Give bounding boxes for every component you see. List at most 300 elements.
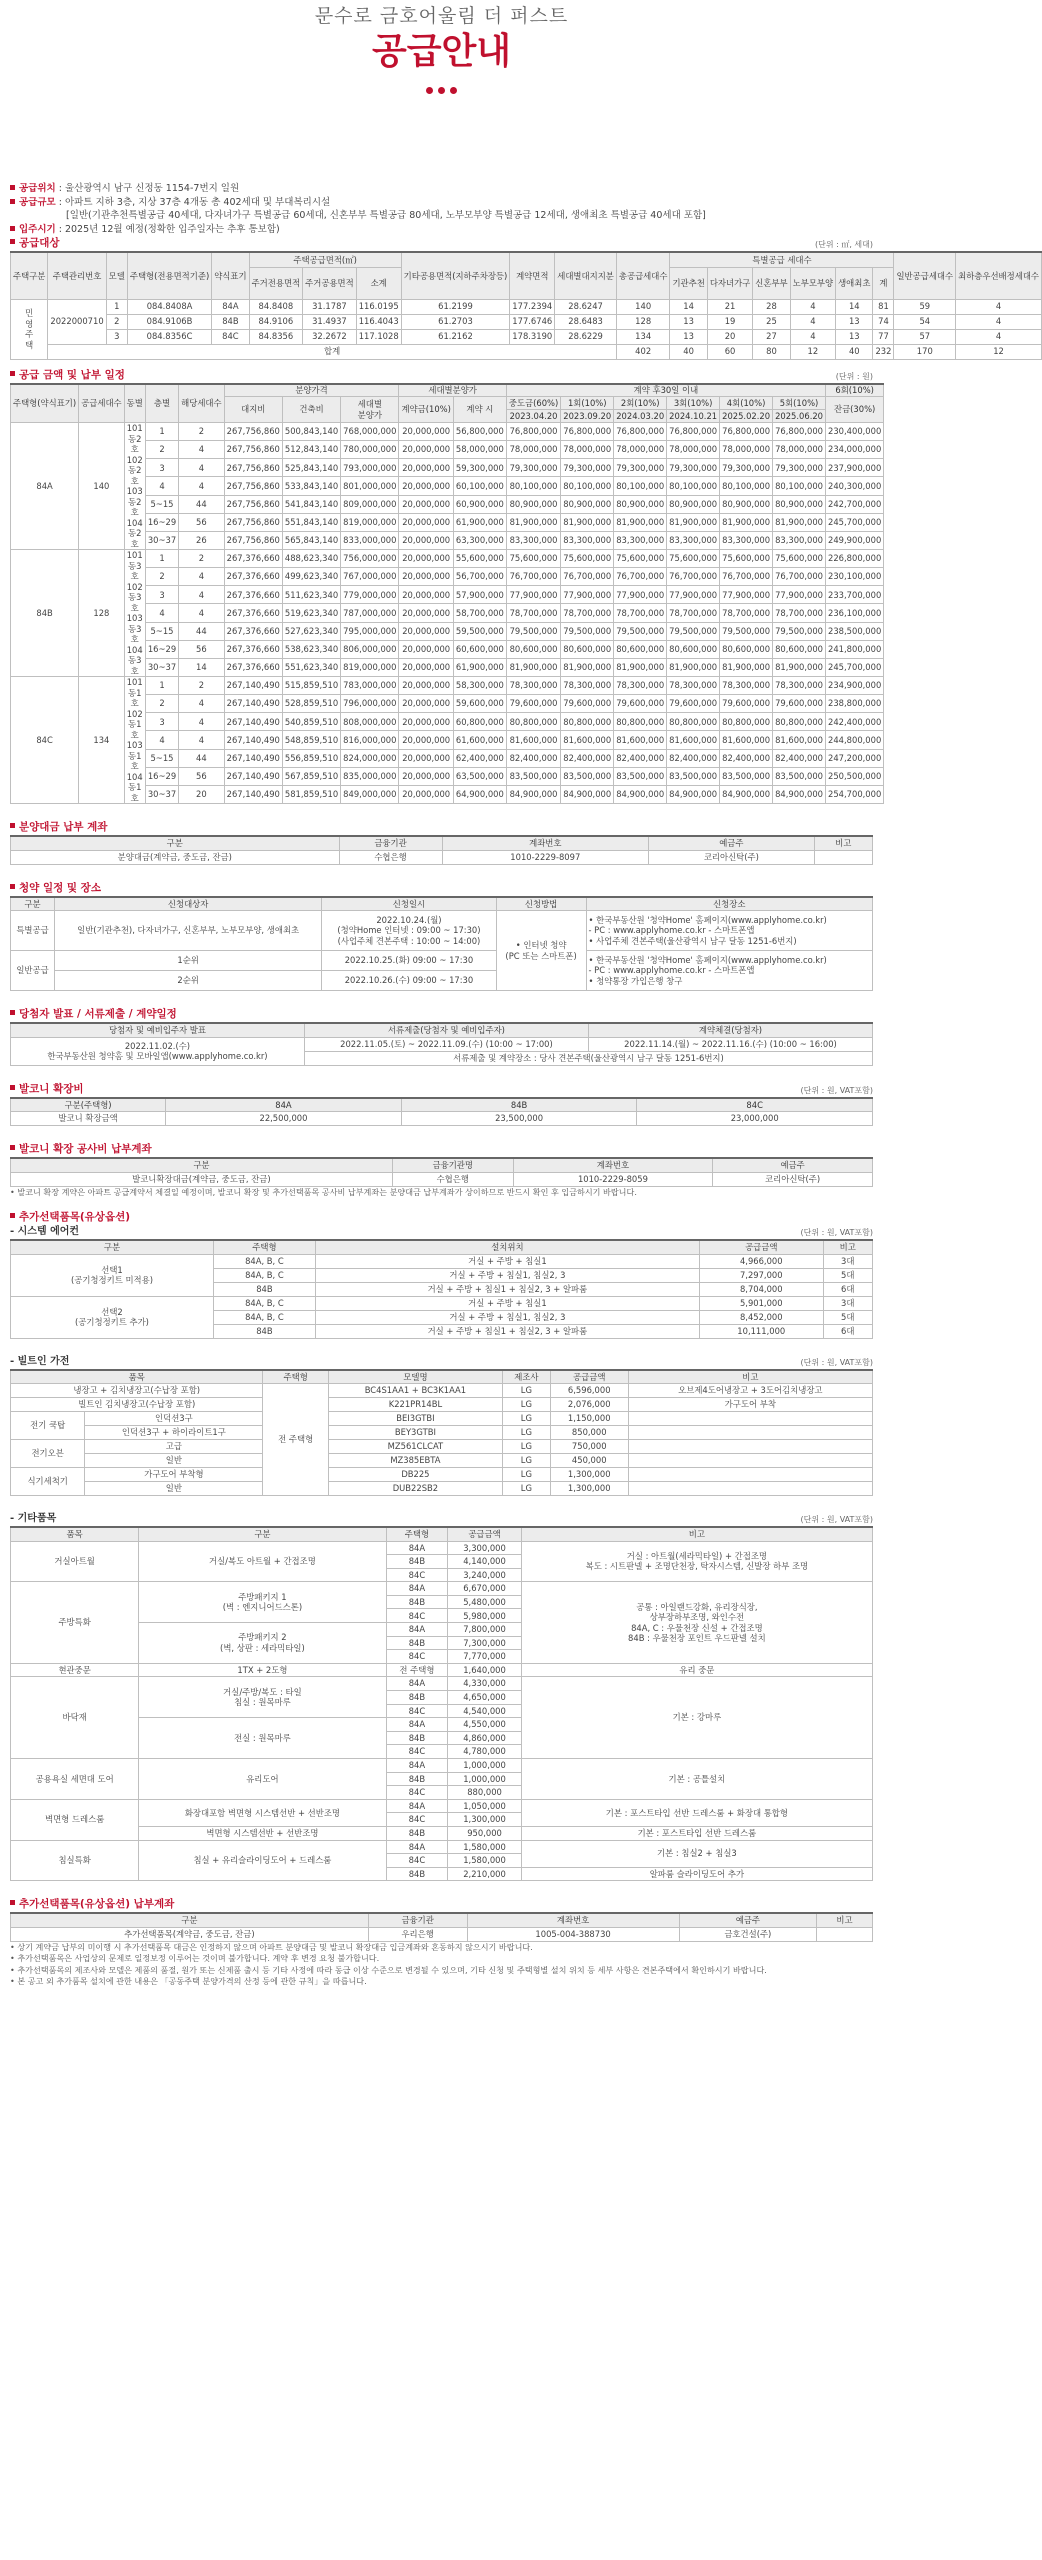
table-cell: 780,000,000	[341, 441, 399, 459]
table-cell: 거실 + 주방 + 침실1	[315, 1296, 699, 1310]
decorative-dots	[10, 87, 873, 94]
table-cell: 20,000,000	[399, 477, 453, 495]
table-cell: 267,140,490	[224, 731, 282, 749]
table-cell: 60,100,000	[453, 477, 506, 495]
table-cell: 76,800,000	[506, 423, 560, 441]
table-cell: 79,500,000	[667, 622, 720, 640]
table-cell: 61,900,000	[453, 513, 506, 531]
table-cell: 31.1787	[303, 299, 357, 314]
table-cell: 81,900,000	[614, 658, 667, 676]
table-cell: 267,756,860	[224, 495, 282, 513]
unit-label: (단위 : 원, VAT포함)	[800, 1515, 873, 1524]
intro-key: 입주시기	[19, 223, 56, 235]
table-cell: 83,500,000	[667, 767, 720, 785]
table-cell: 83,500,000	[506, 767, 560, 785]
table-cell: 84B	[386, 1636, 448, 1650]
builtin-appliance-table: 품목 주택형 모델명 제조사 공급금액 비고 냉장고 + 김치냉장고(수납장 포함) 전 주택형 BC4S1AA1 + BC3K1AA1 LG 6,596,000 오브제4도어냉장고 + 3도어김치냉장고 빌트인 김치냉장고(수납장 포함) K221PR14BL LG 2,076,000 가구도어 부착 전기 쿡탑 인덕션3구 BEI3GTBI LG 1,150,000 인덕션3구 + 하이라이트1구 BEY3GTBI LG 850,000 전기오븐 고급 MZ561CLCAT LG 750,000 일반 MZ385EBTA LG 450,000 식기세척기 가구도어 부착형 DB225 LG 1,300,000 일반 DUB22SB2 LG 1,300,000	[10, 1369, 873, 1497]
table-cell: 1	[106, 299, 127, 314]
table-cell: 551,623,340	[282, 658, 340, 676]
table-cell: 84.8356	[249, 329, 303, 344]
table-cell: 767,000,000	[341, 568, 399, 586]
table-cell: 81,900,000	[614, 513, 667, 531]
table-cell	[628, 1454, 872, 1468]
table-cell: 4,540,000	[448, 1704, 521, 1718]
table-row	[11, 1482, 873, 1496]
table-cell: 12	[956, 344, 1042, 359]
table-cell: 83,500,000	[773, 767, 826, 785]
table-cell: 1,640,000	[448, 1663, 521, 1677]
table-cell: 084.9106B	[127, 314, 211, 329]
table-cell: 84C	[386, 1704, 448, 1718]
table-cell: 247,200,000	[826, 749, 884, 767]
table-cell: 80,600,000	[561, 640, 614, 658]
table-cell: 234,000,000	[826, 441, 884, 459]
section-title-supply-target: 공급대상	[10, 236, 60, 251]
table-cell: 13	[836, 329, 873, 344]
table-cell: 4	[179, 568, 224, 586]
table-cell: 가구도어 부착형	[85, 1468, 263, 1482]
table-cell: 28	[753, 299, 790, 314]
table-cell: 40	[836, 344, 873, 359]
table-cell: 20,000,000	[399, 586, 453, 604]
table-cell: 14	[670, 299, 707, 314]
unit-label: (단위 : 원, VAT포함)	[800, 1357, 873, 1367]
table-cell: 267,376,660	[224, 586, 282, 604]
table-cell: 79,500,000	[720, 622, 773, 640]
table-cell: 5,901,000	[700, 1296, 824, 1310]
other-options-table: 품목 구분 주택형 공급금액 비고 거실아트월 거실/복도 아트월 + 간접조명 84A 3,300,000 거실 : 아트월(세라믹타일) + 간접조명 복도 : 시트판넬 + 조명단천장, 탁자시스템, 신발장 하부 조명 84B 4,140,000 84C 3,240,000 주방특화 주방패키지 1 (벽 : 엔지니어드스톤) 84A 6,670,000 공통 : 아일랜드강화, 유리장식장, 상부장하부조명, 와인수전 84A, C : 우물천장 신설 + 간접조명 84B : 우물천장 포인트 우드판넬 설치 84B 5,480,000 84C 5,980,000 주방패키지 2 (벽, 상판 : 세라믹타일) 84A 7,800,000 84B 7,300,000 84C 7,770,000 현관중문 1TX + 2도형 전 주택형 1,640,000 유리 중문 바닥재 거실/주방/복도 : 타일 침실 : 원목마루 84A 4,330,000 기본 : 강마루 84B 4,650,000 84C 4,540,000 전실 : 원목마루 84A 4,550,000 84B 4,860,000 84C 4,780,000 공용욕실 세면대 도어 유리도어 84A 1,000,000 기본 : 공틀설치 84B 1,000,000 84C 880,000 벽면형 드레스룸 화장대포함 벽면형 시스템선반 + 선반조명 84A 1,050,000 기본 : 포스트타입 선반 드레스룸 + 화장대 통합형 84C 1,300,000 벽면형 시스템선반 + 선반조명 84B 950,000 기본 : 포스트타입 선반 드레스룸 침실특화 침실 + 유리슬라이딩도어 + 드레스룸 84A 1,580,000 기본 : 침실2 + 침실3 84C 1,580,000 84B 2,210,000 알파룸 슬라이딩도어 추가	[10, 1526, 873, 1881]
table-cell: 78,300,000	[506, 677, 560, 695]
table-cell: 81,900,000	[561, 658, 614, 676]
table-cell: 60,900,000	[453, 495, 506, 513]
table-cell: 80,900,000	[561, 495, 614, 513]
table-cell	[628, 1482, 872, 1496]
table-cell: 525,843,140	[282, 459, 340, 477]
table-cell: 54	[894, 314, 956, 329]
table-cell: 20,000,000	[399, 713, 453, 731]
table-cell: 현관중문	[11, 1663, 139, 1677]
table-row	[11, 1468, 873, 1482]
table-cell: 541,843,140	[282, 495, 340, 513]
table-cell: 81,600,000	[614, 731, 667, 749]
table-cell: 거실 : 아트월(세라믹타일) + 간접조명 복도 : 시트판넬 + 조명단천장, 탁자시스템, 신발장 하부 조명	[521, 1541, 872, 1582]
table-cell: 267,376,660	[224, 568, 282, 586]
table-cell: 합계	[48, 344, 617, 359]
table-cell: 84B	[214, 1324, 316, 1338]
table-row	[11, 329, 1042, 344]
table-cell: 76,800,000	[667, 423, 720, 441]
table-cell: 230,400,000	[826, 423, 884, 441]
table-cell: 20,000,000	[399, 513, 453, 531]
section-title-payment-account: 분양대금 납부 계좌	[10, 820, 873, 835]
table-cell: 화장대포함 벽면형 시스템선반 + 선반조명	[139, 1799, 386, 1826]
table-cell: 민 영 주 택	[11, 299, 48, 359]
table-cell: 240,300,000	[826, 477, 884, 495]
table-cell: 4,780,000	[448, 1745, 521, 1759]
table-cell: 1,050,000	[448, 1799, 521, 1813]
table-cell: 인덕션3구	[85, 1412, 263, 1426]
table-cell: 63,300,000	[453, 531, 506, 549]
table-cell: 80,100,000	[561, 477, 614, 495]
table-cell: 59,500,000	[453, 622, 506, 640]
table-cell: 12	[790, 344, 835, 359]
table-cell: 134	[616, 329, 670, 344]
table-cell: 78,300,000	[561, 677, 614, 695]
table-cell: 78,000,000	[773, 441, 826, 459]
intro-key: 공급위치	[19, 183, 56, 194]
table-cell: 101동3호 102동3호 103동3호 104동3호	[124, 550, 145, 677]
winner-contract-table: 당첨자 및 예비입주자 발표 서류제출(당첨자 및 예비입주자) 계약체결(당첨자) 2022.11.02.(수) 한국부동산원 청약홈 및 모바일앱(www.applyhome.co.kr) 2022.11.05.(토) ~ 2022.11.09.(수) (10:00 ~ 17:00) 2022.11.14.(월) ~ 2022.11.16.(수) (10:00 ~ 16:00) 서류제출 및 계약장소 : 당사 견본주택(울산광역시 남구 달동 1251-6번지)	[10, 1022, 873, 1066]
table-cell: 84A	[11, 423, 79, 550]
table-cell: 2022000710	[48, 299, 106, 344]
table-cell: 거실 + 주방 + 침실1	[315, 1254, 699, 1268]
option-account-table: 구분 금융기관 계좌번호 예금주 비고 추가선택품목(계약금, 중도금, 잔금) 우리은행 1005-004-388730 금호건설(주)	[10, 1912, 873, 1942]
table-cell: 59	[894, 299, 956, 314]
table-cell: 59,300,000	[453, 459, 506, 477]
table-cell: 249,900,000	[826, 531, 884, 549]
table-cell: 101동2호 102동2호 103동2호 104동2호	[124, 423, 145, 550]
table-cell: 20	[707, 329, 752, 344]
table-cell: 오브제4도어냉장고 + 3도어김치냉장고	[628, 1384, 872, 1398]
table-cell: 56,800,000	[453, 423, 506, 441]
table-cell: 냉장고 + 김치냉장고(수납장 포함)	[11, 1384, 263, 1398]
table-cell: 1,000,000	[448, 1759, 521, 1773]
subsection-title: - 빌트인 가전	[10, 1355, 70, 1367]
table-cell: 30~37	[145, 531, 178, 549]
table-cell: 1	[145, 423, 178, 441]
table-cell: 2,210,000	[448, 1867, 521, 1881]
table-cell: 61,600,000	[453, 731, 506, 749]
table-cell: 8,452,000	[700, 1310, 824, 1324]
table-cell: 주방패키지 1 (벽 : 엔지니어드스톤)	[139, 1582, 386, 1623]
table-cell: 21	[707, 299, 752, 314]
table-cell: 56	[179, 640, 224, 658]
table-cell: 230,100,000	[826, 568, 884, 586]
table-cell: 알파룸 슬라이딩도어 추가	[521, 1867, 872, 1881]
table-cell: 78,000,000	[561, 441, 614, 459]
table-cell: 548,859,510	[282, 731, 340, 749]
table-cell: 3	[145, 586, 178, 604]
table-cell: 20,000,000	[399, 550, 453, 568]
table-cell: 267,756,860	[224, 423, 282, 441]
table-cell: 244,800,000	[826, 731, 884, 749]
table-cell: 84B	[386, 1555, 448, 1569]
table-cell: 84,900,000	[561, 785, 614, 803]
table-cell: 4	[790, 299, 835, 314]
table-cell: 500,843,140	[282, 423, 340, 441]
table-cell: 10,111,000	[700, 1324, 824, 1338]
table-cell: 116.0195	[356, 299, 401, 314]
table-cell: 527,623,340	[282, 622, 340, 640]
table-cell: 250,500,000	[826, 767, 884, 785]
table-cell: 13	[670, 329, 707, 344]
table-cell: 20,000,000	[399, 568, 453, 586]
table-row	[11, 1582, 873, 1596]
table-cell: 20,000,000	[399, 731, 453, 749]
table-cell: 4,550,000	[448, 1718, 521, 1732]
table-cell: 267,756,860	[224, 513, 282, 531]
table-cell: 7,770,000	[448, 1650, 521, 1664]
table-cell: 80,800,000	[720, 713, 773, 731]
table-cell: 20,000,000	[399, 531, 453, 549]
table-row	[11, 1677, 873, 1691]
footnote: • 상기 계약금 납부의 미이행 시 추가선택품목 대금은 인정하지 않으며 아파트 분양대금 및 발코니 확장대금 입금계좌와 혼동하지 않으시기 바랍니다.	[10, 1941, 533, 1952]
table-cell: 4,330,000	[448, 1677, 521, 1691]
table-cell: 1,580,000	[448, 1840, 521, 1854]
table-cell: 2	[145, 568, 178, 586]
table-cell: 134	[79, 677, 124, 804]
table-cell: 78,000,000	[667, 441, 720, 459]
table-cell: 84C	[386, 1854, 448, 1868]
table-cell: 75,600,000	[561, 550, 614, 568]
table-cell: 76,700,000	[614, 568, 667, 586]
table-cell: 538,623,340	[282, 640, 340, 658]
table-cell: 267,140,490	[224, 713, 282, 731]
table-cell: 1	[145, 677, 178, 695]
table-cell: MZ385EBTA	[328, 1454, 502, 1468]
table-cell: 1,300,000	[550, 1482, 628, 1496]
table-cell: 14	[836, 299, 873, 314]
table-cell: 80,100,000	[506, 477, 560, 495]
table-cell: 1,300,000	[550, 1468, 628, 1482]
table-cell: 850,000	[550, 1426, 628, 1440]
table-cell: 245,700,000	[826, 658, 884, 676]
table-cell: 20,000,000	[399, 767, 453, 785]
table-cell: 78,000,000	[506, 441, 560, 459]
table-cell: 84A, B, C	[214, 1268, 316, 1282]
table-cell: 27	[753, 329, 790, 344]
table-cell: 76,800,000	[614, 423, 667, 441]
table-cell: 76,700,000	[667, 568, 720, 586]
table-cell: 44	[179, 495, 224, 513]
table-cell: 77,900,000	[667, 586, 720, 604]
table-cell: 25	[753, 314, 790, 329]
table-cell: 78,300,000	[720, 677, 773, 695]
table-cell: 78,700,000	[667, 604, 720, 622]
table-cell: 83,300,000	[720, 531, 773, 549]
table-cell: 16~29	[145, 640, 178, 658]
table-cell: 78,700,000	[614, 604, 667, 622]
table-cell: MZ561CLCAT	[328, 1440, 502, 1454]
table-cell: 84B	[11, 550, 79, 677]
table-cell: 전기 쿡탑	[11, 1412, 85, 1440]
table-cell: 79,500,000	[561, 622, 614, 640]
table-cell: 79,600,000	[667, 695, 720, 713]
table-cell: 78,300,000	[614, 677, 667, 695]
table-cell: 4	[790, 329, 835, 344]
table-cell: 81,900,000	[506, 658, 560, 676]
table-cell: 침실특화	[11, 1840, 139, 1881]
table-cell: 80,800,000	[561, 713, 614, 731]
table-cell: 4,650,000	[448, 1691, 521, 1705]
table-row	[11, 1454, 873, 1468]
table-cell: 556,859,510	[282, 749, 340, 767]
table-cell: 81,600,000	[561, 731, 614, 749]
table-cell: 58,700,000	[453, 604, 506, 622]
footnote: • 추가선택품목은 사업상의 문제로 일정보정 이루어는 것이며 불가합니다. 계약 후 변경 요청 불가합니다.	[10, 1953, 380, 1964]
table-cell: 기본 : 포스트타입 선반 드레스룸 + 화장대 통합형	[521, 1799, 872, 1826]
table-cell: 공용욕실 세면대 도어	[11, 1759, 139, 1800]
table-cell: 3	[145, 713, 178, 731]
section-title-application: 청약 일정 및 장소	[10, 881, 873, 896]
page-title: 공급안내	[371, 31, 512, 72]
table-cell: 78,000,000	[614, 441, 667, 459]
table-cell: 824,000,000	[341, 749, 399, 767]
table-cell: 16~29	[145, 767, 178, 785]
table-cell: 20,000,000	[399, 677, 453, 695]
table-cell: 30~37	[145, 658, 178, 676]
table-cell: 20,000,000	[399, 604, 453, 622]
table-cell: 267,756,860	[224, 459, 282, 477]
table-cell: 267,140,490	[224, 695, 282, 713]
table-cell: 28.6483	[555, 314, 617, 329]
table-cell: 238,500,000	[826, 622, 884, 640]
table-cell: 267,376,660	[224, 550, 282, 568]
table-cell: 4	[145, 477, 178, 495]
table-cell: 16~29	[145, 513, 178, 531]
table-cell: 84A	[386, 1718, 448, 1732]
table-cell: 1,580,000	[448, 1854, 521, 1868]
table-cell: 84A	[386, 1799, 448, 1813]
table-cell: 1,150,000	[550, 1412, 628, 1426]
table-cell: 267,140,490	[224, 677, 282, 695]
table-cell: 80,900,000	[667, 495, 720, 513]
table-cell: 79,600,000	[720, 695, 773, 713]
table-cell: 267,376,660	[224, 622, 282, 640]
table-cell: 2	[179, 677, 224, 695]
table-cell: 117.1028	[356, 329, 401, 344]
table-cell: 750,000	[550, 1440, 628, 1454]
table-cell: 267,756,860	[224, 441, 282, 459]
subsection-title: - 기타품목	[10, 1513, 57, 1524]
table-cell: 551,843,140	[282, 513, 340, 531]
table-cell: 58,300,000	[453, 677, 506, 695]
table-cell: 84B	[386, 1731, 448, 1745]
table-cell: 2	[179, 550, 224, 568]
table-cell: 84C	[386, 1650, 448, 1664]
table-cell	[628, 1440, 872, 1454]
table-cell: 793,000,000	[341, 459, 399, 477]
table-cell	[628, 1468, 872, 1482]
table-cell: 76,700,000	[773, 568, 826, 586]
table-cell: 402	[616, 344, 670, 359]
subsection-title: - 시스템 에어컨	[10, 1226, 80, 1237]
table-cell: 79,600,000	[614, 695, 667, 713]
table-cell: 581,859,510	[282, 785, 340, 803]
table-cell: 79,500,000	[614, 622, 667, 640]
table-cell: 80,100,000	[720, 477, 773, 495]
table-cell: 499,623,340	[282, 568, 340, 586]
table-cell: 835,000,000	[341, 767, 399, 785]
table-row	[11, 314, 1042, 329]
table-cell: 84C	[386, 1745, 448, 1759]
table-cell: 3,240,000	[448, 1568, 521, 1582]
table-cell: 30~37	[145, 785, 178, 803]
table-cell: 226,800,000	[826, 550, 884, 568]
table-cell: 77,900,000	[506, 586, 560, 604]
table-cell: 84B	[386, 1595, 448, 1609]
table-cell: 79,300,000	[614, 459, 667, 477]
table-cell: 7,300,000	[448, 1636, 521, 1650]
table-cell: 450,000	[550, 1454, 628, 1468]
table-cell: 82,400,000	[561, 749, 614, 767]
table-cell: 1,300,000	[448, 1813, 521, 1827]
table-cell: 벽면형 시스템선반 + 선반조명	[139, 1826, 386, 1840]
table-row	[11, 1384, 873, 1398]
table-cell: 81,900,000	[506, 513, 560, 531]
table-row	[11, 677, 884, 695]
table-cell: 2,076,000	[550, 1398, 628, 1412]
table-cell: 81,900,000	[667, 513, 720, 531]
table-cell: 84C	[386, 1609, 448, 1623]
table-cell: 80,900,000	[506, 495, 560, 513]
table-cell: 벽면형 드레스룸	[11, 1799, 139, 1840]
table-cell: 77,900,000	[720, 586, 773, 604]
table-cell: 기본 : 강마루	[521, 1677, 872, 1759]
table-cell: LG	[502, 1440, 550, 1454]
table-cell: 267,376,660	[224, 658, 282, 676]
table-cell: 79,300,000	[773, 459, 826, 477]
table-cell: 거실아트월	[11, 1541, 139, 1582]
table-cell: 78,700,000	[561, 604, 614, 622]
table-cell: 540,859,510	[282, 713, 340, 731]
table-cell: 80,600,000	[667, 640, 720, 658]
table-cell: 4	[179, 459, 224, 477]
table-cell: 488,623,340	[282, 550, 340, 568]
unit-label: (단위 : 원)	[835, 371, 873, 381]
table-cell: 84A	[386, 1759, 448, 1773]
table-cell: 140	[79, 423, 124, 550]
table-cell: 5,480,000	[448, 1595, 521, 1609]
table-cell: 80,800,000	[667, 713, 720, 731]
table-cell: 267,756,860	[224, 531, 282, 549]
table-cell: 8,704,000	[700, 1282, 824, 1296]
table-cell: 84B	[386, 1691, 448, 1705]
table-cell: 84A	[386, 1840, 448, 1854]
table-cell: 전실 : 원목마루	[139, 1718, 386, 1759]
table-cell: 20,000,000	[399, 785, 453, 803]
section-title-options: 추가선택품목(유상옵션)	[10, 1210, 873, 1225]
table-cell: 81,600,000	[667, 731, 720, 749]
table-cell: 4,140,000	[448, 1555, 521, 1569]
table-cell: 76,700,000	[561, 568, 614, 586]
table-cell: 80,600,000	[614, 640, 667, 658]
table-row	[11, 1398, 873, 1412]
table-cell: 3	[106, 329, 127, 344]
table-cell: 79,600,000	[506, 695, 560, 713]
table-cell: 76,700,000	[720, 568, 773, 586]
table-cell: BEI3GTBI	[328, 1412, 502, 1426]
table-cell: 567,859,510	[282, 767, 340, 785]
table-row	[11, 1412, 873, 1426]
table-cell: 4	[179, 477, 224, 495]
table-cell: 2	[106, 314, 127, 329]
table-cell: 75,600,000	[720, 550, 773, 568]
table-cell: 83,300,000	[506, 531, 560, 549]
table-cell: 528,859,510	[282, 695, 340, 713]
table-cell: 고급	[85, 1440, 263, 1454]
table-cell: 83,500,000	[561, 767, 614, 785]
table-cell: 40	[670, 344, 707, 359]
table-cell: 787,000,000	[341, 604, 399, 622]
table-cell: 4	[179, 441, 224, 459]
footnote: • 본 공고 외 추가품목 설치에 관한 내용은 「공동주택 분양가격의 산정 등에 관한 규칙」을 따릅니다.	[10, 1976, 367, 1987]
table-cell: 84B	[386, 1772, 448, 1786]
table-cell: 5~15	[145, 622, 178, 640]
table-cell: 3대	[823, 1254, 872, 1268]
table-cell: 58,000,000	[453, 441, 506, 459]
table-cell: LG	[502, 1398, 550, 1412]
